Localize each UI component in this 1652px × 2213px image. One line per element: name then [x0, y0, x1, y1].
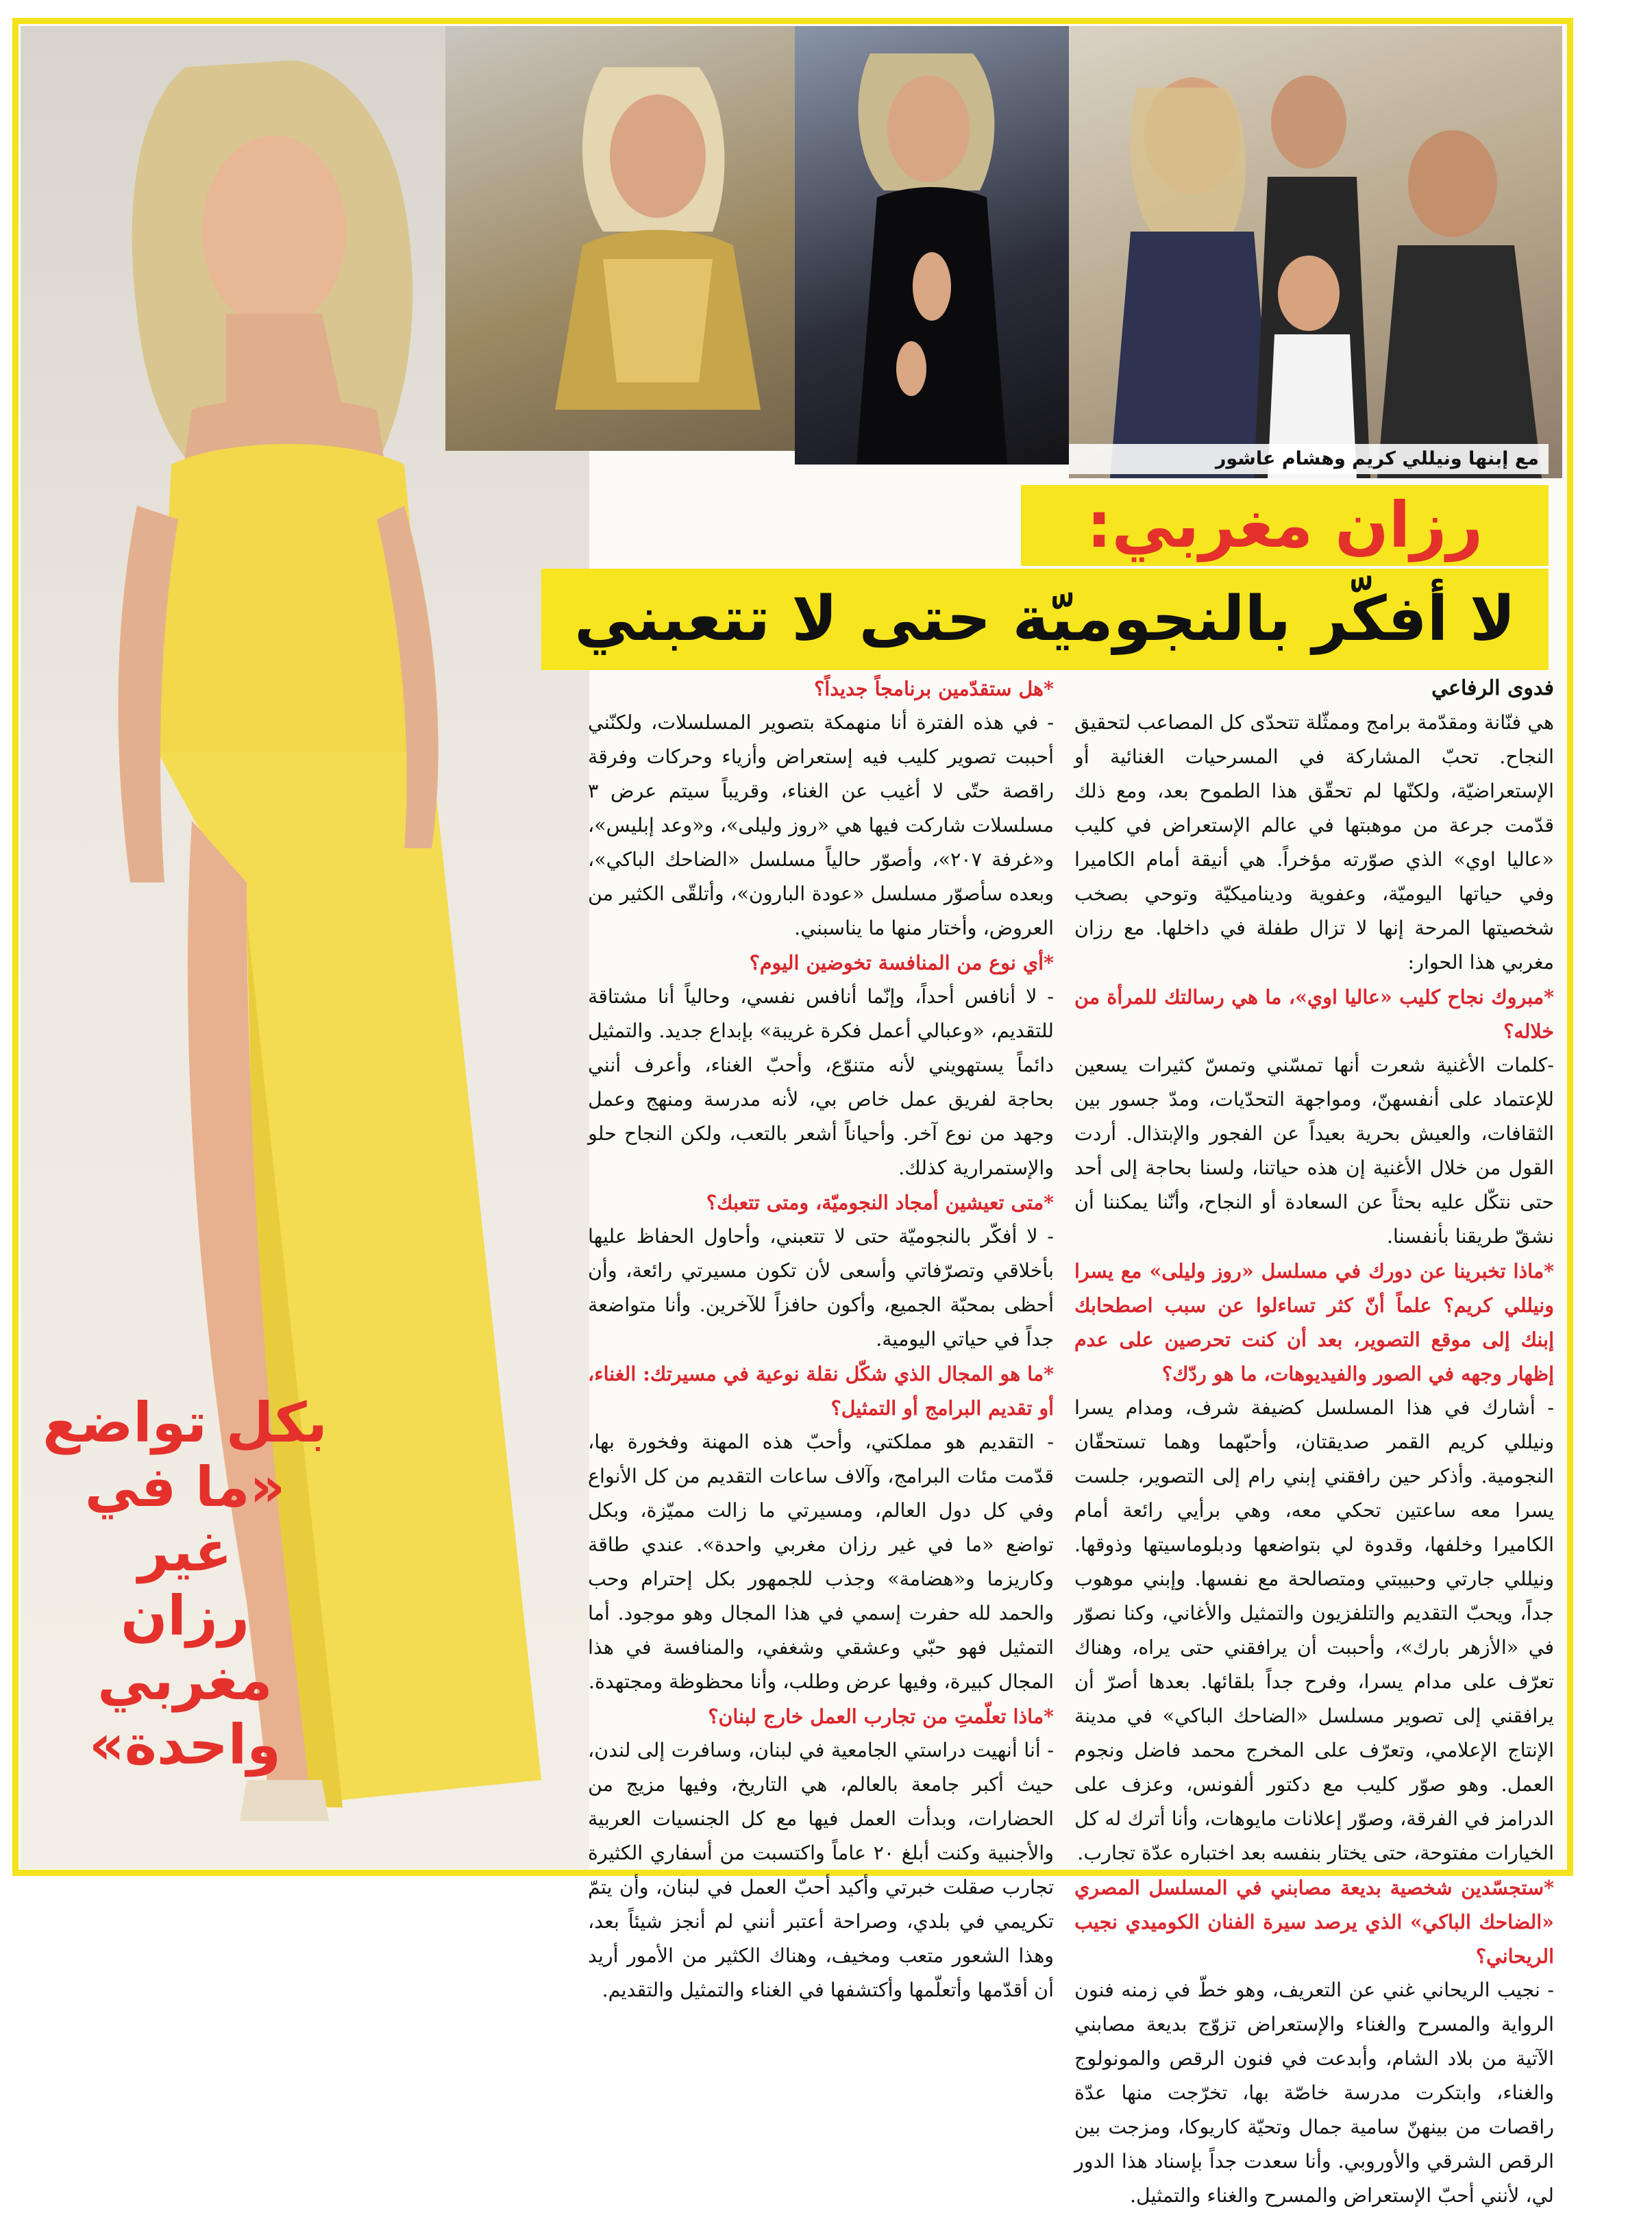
- article-paragraph: هي فنّانة ومقدّمة برامج وممثّلة تتحدّى كل المصاعب لتحقيق النجاح. تحبّ المشاركة في المسرحيات الغنائية أو الإستعراضيّة، ولكنّها لم تحقّق هذا الطموح بعد، ومع ذلك قدّمت جرعة من موهبتها في عالم الإستعراض في كليب «عاليا اوي» الذي صوّرته مؤخراً. هي أنيقة أمام الكاميرا وفي حياتها اليوميّة، وعفوية وديناميكيّة وتوحي بصخب شخصيتها المرحة إنها لا تزال طفلة في داخلها. مع رزان مغربي هذا الحوار:: [1074, 711, 1554, 974]
- interview-question: *هل ستقدّمين برنامجاً جديداً؟: [814, 677, 1054, 700]
- author-byline: فدوى الرفاعي: [1431, 676, 1554, 700]
- photo-black-costume: [795, 26, 1069, 465]
- interview-answer: - أشارك في هذا المسلسل كضيفة شرف، ومدام يسرا ونيللي كريم القمر صديقتان، وأحبّهما وهما تستحقّان النجومية. وأذكر حين رافقني إبني رام إلى التصوير، جلست يسرا معه ساعتين تحكي معه، وهي برأيي رائعة أمام الكاميرا وخلفها، وقدوة لي بتواضعها ودبلوماسيتها وذوقها. ونيللي جارتي وحبيبتي ومتصالحة مع نفسها. وإبني موهوب جداً، ويحبّ التقديم والتلفزيون والتمثيل والأغاني، وكنا نصوّر في «الأزهر بارك»، وأحببت أن يرافقني حتى يراه، وهناك تعرّف على مدام يسرا، وفرح جداً بلقائها. بعدها أصرّ أن يرافقني إلى تصوير مسلسل «الضاحك الباكي» في مدينة الإنتاج الإعلامي، وتعرّف على المخرج محمد فاضل ونجوم العمل. وهو صوّر كليب مع دكتور ألفونس، وعزف على الدرامز في الفرقة، وصوّر إعلانات مايوهات، وأنا أترك له كل الخيارات مفتوحة، حتى يختار بنفسه بعد اختباره عدّة تجارب.: [1074, 1396, 1554, 1864]
- interview-question: *ماذا تخبرينا عن دورك في مسلسل «روز وليلى» مع يسرا ونيللي كريم؟ علماً أنّ كثر تساءلوا عن سبب اصطحابك إبنك إلى موقع التصوير، بعد أن كنت تحرصين على عدم إظهار وجهه في الصور والفيديوهات، ما هو ردّك؟: [1074, 1259, 1554, 1385]
- pull-quote-line: واحدة»: [89, 1713, 281, 1777]
- headline-subtitle: لا أفكّر بالنجوميّة حتى لا تتعبني: [541, 569, 1549, 670]
- pull-quote: [41, 1391, 329, 1777]
- interview-answer: - لا أنافس أحداً، وإنّما أنافس نفسي، وحالياً أنا مشتاقة للتقديم، «وعبالي أعمل فكرة غريبة» بإبداع جديد. والتمثيل دائماً يستهويني لأنه متنوّع، وأحبّ الغناء، وأعرف أنني بحاجة لفريق عمل خاص بي، لأنه مدرسة ومنهج وعمل وجهد من نوع آخر. وأحياناً أشعر بالتعب، ولكن النجاح حلو والإستمرارية كذلك.: [588, 985, 1054, 1179]
- interview-answer: - أنا أنهيت دراستي الجامعية في لبنان، وسافرت إلى لندن، حيث أكبر جامعة بالعالم، هي التاريخ، وفيها مزيج من الحضارات، وبدأت العمل فيها مع كل الجنسيات العربية والأجنبية وكنت أبلغ ٢٠ عاماً واكتسبت من أسفاري الكثيرة تجارب صقلت خبرتي وأكيد أحبّ العمل في لبنان، وأن يتمّ تكريمي في بلدي، وصراحة أعتبر أنني لم أنجز شيئاً بعد، وهذا الشعور متعب ومخيف، وهناك الكثير من الأمور أريد أن أقدّمها وأتعلّمها وأكتشفها في الغناء والتمثيل والتقديم.: [588, 1739, 1054, 2001]
- interview-answer: - في هذه الفترة أنا منهمكة بتصوير المسلسلات، ولكنّني أحببت تصوير كليب فيه إستعراض وأزياء وحركات وفرقة راقصة حتّى لا أغيب عن الغناء، وقريباً سيتم عرض ٣ مسلسلات شاركت فيها هي «روز وليلى»، و«وعد إبليس»، و«غرفة ٢٠٧»، وأصوّر حالياً مسلسل «الضاحك الباكي»، وبعده سأصوّر مسلسل «عودة البارون»، وأتلقّى الكثير من العروض، وأختار منها ما يناسبني.: [588, 711, 1055, 939]
- interview-answer: -كلمات الأغنية شعرت أنها تمسّني وتمسّ كثيرات يسعين للإعتماد على أنفسهنّ، ومواجهة التحدّيات، ومدّ جسور بين الثقافات، والعيش بحرية بعيداً عن الفجور والإبتذال. أردت القول من خلال الأغنية إن هذه حياتنا، ولسنا بحاجة إلى أحد حتى نتكّل عليه بحثاً عن السعادة أو النجاح، وأنّنا يمكننا أن نشقّ طريقنا بأنفسنا.: [1074, 1054, 1554, 1248]
- pull-quote-line: رزان مغربي: [97, 1584, 273, 1712]
- interview-question: *مبروك نجاح كليب «عاليا اوي»، ما هي رسالتك للمرأة من خلاله؟: [1074, 985, 1554, 1043]
- pull-quote-line: «ما في غير: [84, 1455, 286, 1583]
- interview-answer: - لا أفكّر بالنجوميّة حتى لا تتعبني، وأحاول الحفاظ عليها بأخلاقي وتصرّفاتي وأسعى لأن تكون مسيرتي رائعة، وأن أحظى بمحبّة الجميع، وأكون حافزاً للآخرين. وأنا متواضعة جداً في حياتي اليومية.: [588, 1225, 1054, 1350]
- interview-question: *أي نوع من المنافسة تخوضين اليوم؟: [749, 951, 1054, 974]
- pull-quote-line: بكل تواضع: [42, 1391, 328, 1455]
- article-column-left: [588, 671, 1054, 2007]
- interview-answer: - التقديم هو مملكتي، وأحبّ هذه المهنة وفخورة بها، قدّمت مئات البرامج، وآلاف ساعات التقديم من كل الأنواع وفي كل دول العالم، ومسيرتي ما زالت مميّزة، وبكل تواضع «ما في غير رزان مغربي واحدة». عندي طاقة وكاريزما و«هضامة» وجذب للجمهور بكل إحترام وحب والحمد لله حفرت إسمي في هذا المجال وهو موجود. أما التمثيل فهو حبّي وعشقي وشغفي، والمنافسة في هذا المجال كبيرة، وفيها عرض وطلب، وأنا محظوظة ومجتهدة.: [588, 1431, 1054, 1693]
- article-column-right: [1074, 671, 1554, 2213]
- interview-answer: - نجيب الريحاني غني عن التعريف، وهو خطّ في زمنه فنون الرواية والمسرح والغناء والإستعراض تزوّج بديعة مصابني الآتية من بلاد الشام، وأبدعت في فنون الرقص والمونولوج والغناء، وابتكرت مدرسة خاصّة بها، تخرّجت منها عدّة راقصات من بينهنّ سامية جمال وتحيّة كاريوكا، ومزجت بين الرقص الشرقي والأوروبي. وأنا سعدت جداً بإسناد هذا الدور لي، لأنني أحبّ الإستعراض والمسرح والغناء والتمثيل.: [1074, 1979, 1554, 2207]
- photo-family-group: [1069, 26, 1562, 478]
- interview-question: *ما هو المجال الذي شكّل نقلة نوعية في مسيرتك: الغناء، أو تقديم البرامج أو التمثيل؟: [588, 1362, 1055, 1420]
- interview-question: *متى تعيشين أمجاد النجوميّة، ومتى تتعبك؟: [706, 1191, 1054, 1214]
- interview-question: *ستجسّدين شخصية بديعة مصابني في المسلسل المصري «الضاحك الباكي» الذي يرصد سيرة الفنان الكوميدي نجيب الريحاني؟: [1074, 1876, 1554, 1968]
- headline-name: رزان مغربي:: [1021, 485, 1549, 566]
- photo-caption: مع إبنها ونيللي كريم وهشام عاشور: [1069, 444, 1549, 474]
- interview-question: *ماذا تعلّمتِ من تجارب العمل خارج لبنان؟: [708, 1705, 1054, 1728]
